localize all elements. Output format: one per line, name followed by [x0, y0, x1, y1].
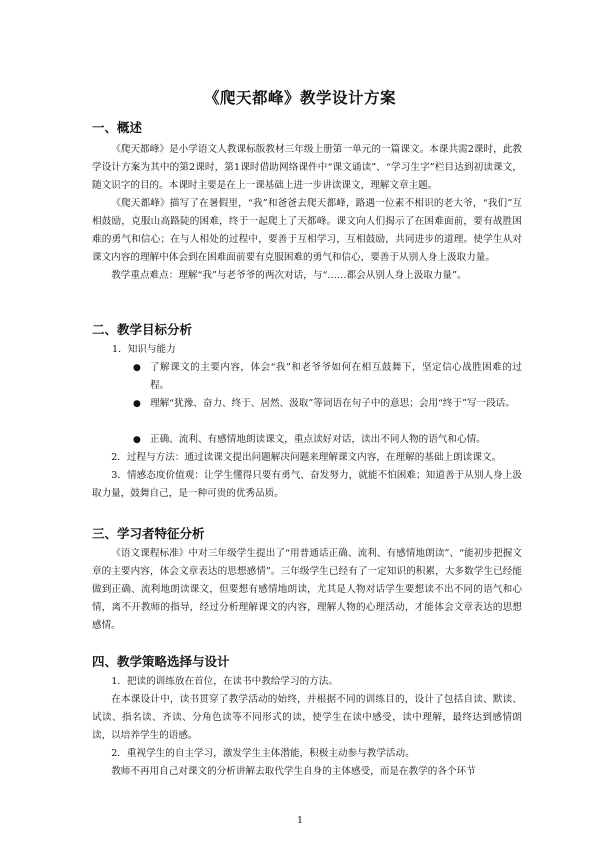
objective-1-label: 1．知识与能力 — [112, 344, 176, 355]
objective-bullet-3 — [133, 431, 522, 449]
section-4-body — [92, 673, 522, 781]
objective-bullet-1 — [133, 359, 522, 395]
section-4-paragraph-1: 1．把读的训练放在首位，在读书中教给学习的方法。 — [111, 676, 338, 687]
section-4-paragraph-3: 2．重视学生的自主学习，激发学生主体潜能，积极主动参与教学活动。 — [111, 748, 415, 759]
objective-3: 3．情感态度价值观：让学生懂得只要有勇气、奋发努力，就能不怕困难；知道善于从别人身上汲取力量，鼓舞自己，是一种可贵的优秀品质。 — [92, 470, 522, 499]
bullet-icon: ● — [133, 399, 141, 409]
section-1-paragraph-1: 《爬天都峰》是小学语文人教课标版教材三年级上册第一单元的一篇课文。本课共需2课时，此教学设计方案为其中的第2课时，第1课时借助网络课件中“课文诵读”、“学习生字”栏目达到初读课文，随文识字的目的。本课时主要是在上一课基础上进一步讲读课文，理解文章主题。 — [92, 144, 522, 191]
section-3-paragraph-1: 《语文课程标准》中对三年级学生提出了“用普通话正确、流利、有感情地朗读”、“能初步把握文章的主要内容，体会文章表达的思想感情”。三年级学生已经有了一定知识的积累，大多数学生已经能做到正确、流利地朗读课文，但要想有感情地朗读，尤其是人物对话学生要想读不出不同的语气和心情，离不开教师的指导，经过分析理解课文的内容，理解人物的心理活动，才能体会文章表达的思想感情。 — [92, 548, 522, 631]
section-1-heading: 一、概述 — [92, 120, 143, 135]
section-3-body — [92, 545, 522, 635]
section-2-heading: 二、教学目标分析 — [92, 322, 193, 337]
objective-bullet-2 — [133, 395, 522, 413]
bullet-text: 了解课文的主要内容，体会“我”和老爷爷如何在相互鼓舞下，坚定信心战胜困难的过程。 — [150, 362, 522, 391]
section-4-paragraph-2: 在本课设计中，读书贯穿了教学活动的始终，并根据不同的训练目的，设计了包括自读、默读、试读、指名读、齐读、分角色读等不同形式的读，使学生在读中感受，读中理解，最终达到感情朗读，以培养学生的语感。 — [92, 694, 522, 741]
section-1-body — [92, 141, 522, 285]
section-3-heading: 三、学习者特征分析 — [92, 526, 205, 541]
section-1-paragraph-3: 教学重点难点：理解“我”与老爷爷的两次对话，与“……都会从别人身上汲取力量”。 — [111, 270, 467, 281]
bullet-text: 正确、流利、有感情地朗读课文，重点读好对话，读出不同人物的语气和心情。 — [150, 434, 486, 445]
objective-2: 2．过程与方法：通过读课文提出问题解决问题来理解课文内容，在理解的基础上朗读课文。 — [111, 452, 502, 463]
bullet-icon: ● — [133, 363, 141, 373]
section-4-paragraph-4: 教师不再用自己对课文的分析讲解去取代学生自身的主体感受，而是在教学的各个环节 — [111, 766, 476, 777]
section-2-body — [92, 449, 522, 503]
bullet-icon: ● — [133, 435, 141, 445]
section-1-paragraph-2: 《爬天都峰》描写了在暑假里，“我”和爸爸去爬天都峰，路遇一位素不相识的老大爷，“我们”互相鼓励，克服山高路陡的困难，终于一起爬上了天都峰。课文向人们揭示了在困难面前，要有战胜困难的勇气和信心；在与人相处的过程中，要善于互相学习，互相鼓励，共同进步的道理。使学生从对课文内容的理解中体会到在困难面前要有克服困难的勇气和信心，要善于从别人身上汲取力量。 — [92, 198, 522, 263]
page-number: 1 — [296, 815, 304, 826]
section-4-heading: 四、教学策略选择与设计 — [92, 654, 230, 669]
document-title: 《爬天都峰》教学设计方案 — [203, 89, 396, 107]
bullet-text: 理解“犹豫、奋力、终于、居然、汲取”等词语在句子中的意思；会用“终于”写一段话。 — [150, 398, 515, 409]
